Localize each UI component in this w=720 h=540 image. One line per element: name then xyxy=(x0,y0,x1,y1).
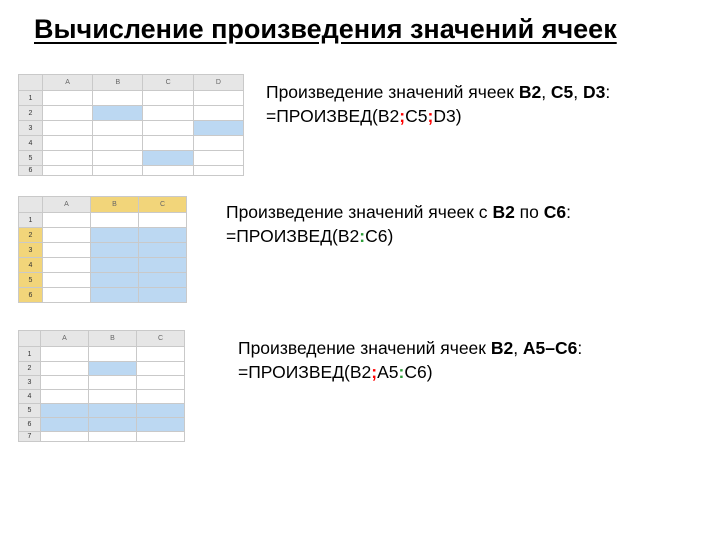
formula-line: =ПРОИЗВЕД(B2:C6) xyxy=(226,226,394,246)
row-header: 1 xyxy=(19,213,43,228)
row-header: 2 xyxy=(19,362,41,376)
column-header: C xyxy=(143,75,193,91)
selected-cell xyxy=(41,418,89,432)
selected-cell xyxy=(193,121,243,136)
selected-cell xyxy=(143,151,193,166)
row-header: 2 xyxy=(19,106,43,121)
selected-cell xyxy=(139,288,187,303)
column-header: C xyxy=(139,197,187,213)
selected-cell xyxy=(139,258,187,273)
row-header: 1 xyxy=(19,347,41,362)
sheet-corner xyxy=(19,197,43,213)
formula-line: =ПРОИЗВЕД(B2;C5;D3) xyxy=(266,106,462,126)
description-line: Произведение значений ячеек B2, C5, D3: xyxy=(266,82,611,102)
description-example-1 xyxy=(266,80,610,128)
selected-cell xyxy=(89,362,137,376)
row-header: 5 xyxy=(19,151,43,166)
selected-cell xyxy=(139,273,187,288)
semicolon-separator: ; xyxy=(371,362,378,382)
spreadsheet-example-1 xyxy=(18,74,244,176)
row-header: 5 xyxy=(19,273,43,288)
row-header: 4 xyxy=(19,136,43,151)
selected-cell xyxy=(93,106,143,121)
row-header: 6 xyxy=(19,288,43,303)
description-line: Произведение значений ячеек с B2 по C6: xyxy=(226,202,571,222)
selected-cell xyxy=(41,404,89,418)
row-header: 4 xyxy=(19,258,43,273)
row-header: 1 xyxy=(19,91,43,106)
column-header: A xyxy=(43,197,91,213)
selected-cell xyxy=(89,418,137,432)
sheet-corner xyxy=(19,331,41,347)
description-example-3 xyxy=(238,336,582,384)
column-header: D xyxy=(193,75,243,91)
selected-cell xyxy=(89,404,137,418)
column-header: A xyxy=(43,75,93,91)
row-header: 2 xyxy=(19,228,43,243)
row-header: 3 xyxy=(19,376,41,390)
slide-title: Вычисление произведения значений ячеек xyxy=(34,14,617,44)
selected-cell xyxy=(91,288,139,303)
colon-separator: : xyxy=(398,362,405,382)
column-header: B xyxy=(89,331,137,347)
row-header: 3 xyxy=(19,243,43,258)
column-header: C xyxy=(137,331,185,347)
column-header: B xyxy=(91,197,139,213)
selected-cell xyxy=(139,243,187,258)
selected-cell xyxy=(91,243,139,258)
spreadsheet-example-3 xyxy=(18,330,185,442)
colon-separator: : xyxy=(359,226,366,246)
column-header: A xyxy=(41,331,89,347)
formula-line: =ПРОИЗВЕД(B2;A5:C6) xyxy=(238,362,433,382)
row-header: 6 xyxy=(19,166,43,176)
description-line: Произведение значений ячеек B2, A5–C6: xyxy=(238,338,583,358)
row-header: 4 xyxy=(19,390,41,404)
semicolon-separator: ; xyxy=(427,106,434,126)
row-header: 7 xyxy=(19,432,41,442)
semicolon-separator: ; xyxy=(399,106,406,126)
row-header: 3 xyxy=(19,121,43,136)
selected-cell xyxy=(137,404,185,418)
row-header: 5 xyxy=(19,404,41,418)
row-header: 6 xyxy=(19,418,41,432)
selected-cell xyxy=(139,228,187,243)
selected-cell xyxy=(91,228,139,243)
selected-cell xyxy=(91,273,139,288)
sheet-corner xyxy=(19,75,43,91)
selected-cell xyxy=(137,418,185,432)
selected-cell xyxy=(91,258,139,273)
spreadsheet-example-2 xyxy=(18,196,187,303)
description-example-2 xyxy=(226,200,571,248)
column-header: B xyxy=(93,75,143,91)
